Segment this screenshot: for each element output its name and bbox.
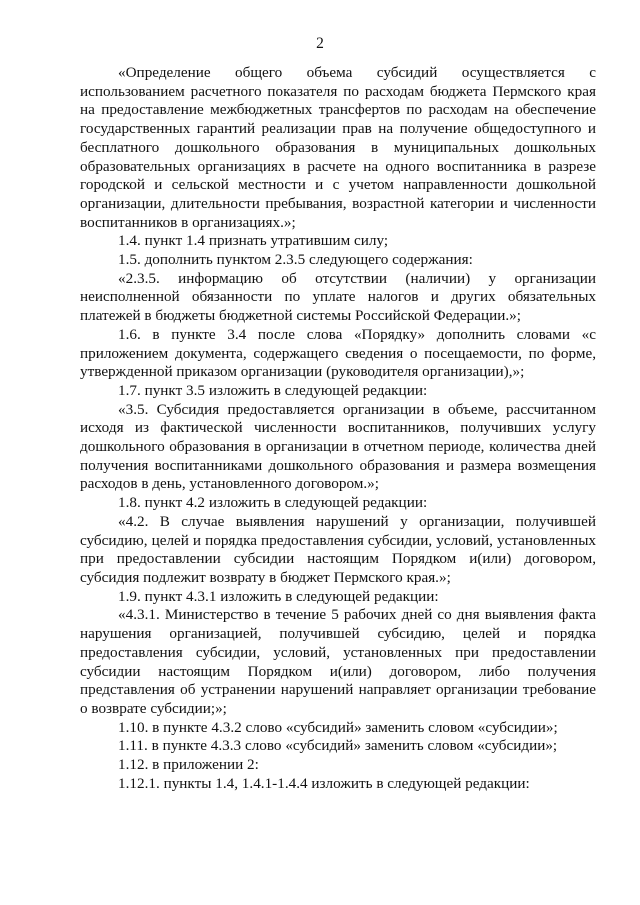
paragraph-2-3-5-quote: «2.3.5. информацию об отсутствии (наличии) у организации неисполненной обязанности по уплате налогов и других обязательных платежей в бюджеты бюджетной системы Российской Федерации.»;	[80, 269, 596, 325]
document-body	[80, 64, 596, 793]
paragraph-1-4: 1.4. пункт 1.4 признать утратившим силу;	[118, 232, 389, 250]
paragraph-1-5: 1.5. дополнить пунктом 2.3.5 следующего содержания:	[118, 251, 473, 269]
paragraph-1-12-1: 1.12.1. пункты 1.4, 1.4.1-1.4.4 изложить в следующей редакции:	[118, 774, 530, 792]
paragraph-intro-quote: «Определение общего объема субсидий осуществляется с использованием расчетного показателя по расходам бюджета Пермского края на предоставление межбюджетных трансфертов по расходам на обеспечение государственных гарантий реализации прав на получение общедоступного и бесплатного дошкольного образования в муниципальных дошкольных образовательных организациях в расчете на одного воспитанника в разрезе городской и сельской местности и с учетом направленности дошкольной организации, длительности пребывания, возрастной категории и численности воспитанников в организациях.»;	[80, 64, 596, 231]
paragraph-1-11: 1.11. в пункте 4.3.3 слово «субсидий» заменить словом «субсидии»;	[118, 737, 558, 755]
page-number: 2	[316, 35, 324, 52]
paragraph-4-2-quote: «4.2. В случае выявления нарушений у организации, получившей субсидию, целей и порядка предоставления субсидии, условий, установленных при предоставлении субсидии настоящим Порядком и(или) договором, субсидия подлежит возврату в бюджет Пермского края.»;	[80, 512, 596, 586]
paragraph-1-8: 1.8. пункт 4.2 изложить в следующей редакции:	[118, 494, 428, 512]
paragraph-3-5-quote: «3.5. Субсидия предоставляется организации в объеме, рассчитанном исходя из фактической численности воспитанников, получивших услугу дошкольного образования в организации в отчетном периоде, количества дней получения воспитанниками дошкольного образования и размера возмещения расходов в день, установленного договором.»;	[80, 400, 596, 493]
paragraph-1-7: 1.7. пункт 3.5 изложить в следующей редакции:	[118, 381, 428, 399]
paragraph-1-6: 1.6. в пункте 3.4 после слова «Порядку» дополнить словами «с приложением документа, содержащего сведения о посещаемости, по форме, утвержденной приказом организации (руководителя организации),»;	[80, 325, 596, 381]
paragraph-1-12: 1.12. в приложении 2:	[118, 756, 259, 774]
paragraph-4-3-1-quote: «4.3.1. Министерство в течение 5 рабочих дней со дня выявления факта нарушения организацией, получившей субсидию, целей и порядка предоставления субсидии, условий, установленных при предоставлении субсидии настоящим Порядком и(или) договором, либо получения представления об устранении нарушений направляет организации требование о возврате субсидии;»;	[80, 606, 596, 717]
paragraph-1-10: 1.10. в пункте 4.3.2 слово «субсидий» заменить словом «субсидии»;	[118, 718, 558, 736]
paragraph-1-9: 1.9. пункт 4.3.1 изложить в следующей редакции:	[118, 587, 439, 605]
